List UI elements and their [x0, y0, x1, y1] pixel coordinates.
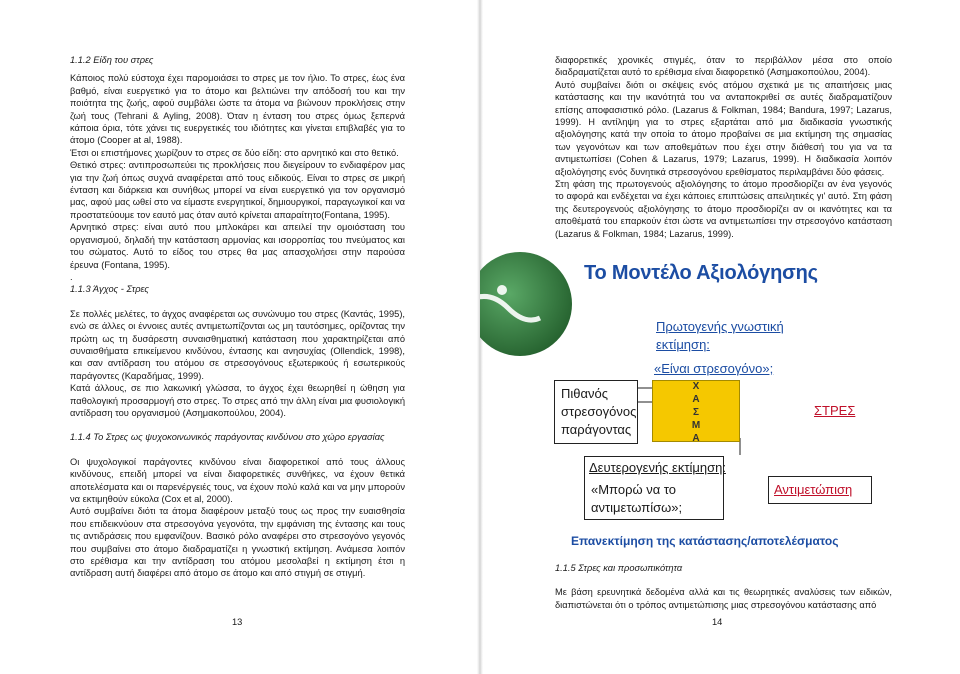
coping-box — [768, 476, 872, 504]
section-heading-1-1-3: 1.1.3 Άγχος - Στρες — [70, 284, 149, 295]
section-heading-1-1-5: 1.1.5 Στρες και προσωπικότητα — [555, 563, 683, 573]
paragraph: Κατά άλλους, σε πιο λακωνική γλώσσα, το άγχος έχει θεωρηθεί η ώθηση για παθολογική προσαρμογή στο στρες. Το στρες από την άλλη είναι μια φυσιολογική αντίδραση του οργανισμού (Ασημακοπούλου, 2004). — [70, 383, 405, 418]
section-heading-1-1-4: 1.1.4 Το Στρες ως ψυχοκοινωνικός παράγοντας κινδύνου στο χώρο εργασίας — [70, 432, 385, 443]
secondary-appraisal-box — [584, 456, 724, 520]
primary-appraisal-question: «Είναι στρεσογόνο»; — [654, 361, 774, 376]
paragraph: Στη φάση της πρωτογενούς αξιολόγησης το άτομο προσδιορίζει αν ένα γεγονός το αφορά και ενδέχεται να έχει κάποιες επιπτώσεις απειλητικές γι' αυτό. Στη φάση της δευτερογενούς αξιολόγησης το άτομο προσδιορίζει αν οι ικανότητες και τα αποθέματά του επαρκούν έτσι ώστε να αντιμετωπίσει την στρεσογόνο κατάσταση (Lazarus & Folkman, 1984; Lazarus, 1999). — [555, 179, 892, 239]
page-number: 14 — [712, 617, 723, 627]
green-circle — [480, 252, 572, 356]
secondary-line2: «Μπορώ να το — [591, 482, 677, 497]
section-heading-1-1-2: 1.1.2 Είδη του στρες — [70, 55, 154, 65]
primary-appraisal-line2: εκτίμηση: — [656, 337, 710, 352]
trigger-box — [554, 380, 638, 444]
paragraph: . — [70, 271, 73, 282]
paragraph: Σε πολλές μελέτες, το άγχος αναφέρεται ως συνώνυμο του στρες (Καντάς, 1995), ενώ σε άλλες οι έννοιες αυτές αντιμετωπίζονται ως μη ταυτόσημες, ορίζοντας την πρώτη ως τη δυσάρεστη συναισθηματική κατάσταση που χαρακτηρίζεται από συναισθήματα επικείμενου κινδύνου, έντασης και ανησυχίας (Ollendick, 1998), και σαν αντίδραση του ατόμου σε στρεσογόνους εξωτερικούς ή εσωτερικούς παράγοντες (Καραδήμας, 1999). — [70, 308, 405, 381]
paragraph: διαφορετικές χρονικές στιγμές, όταν το περιβάλλον μέσα στο οποίο διαδραματίζεται αυτό το ερέθισμα είναι διαφορετικό (Ασημακοπούλου, 2004). — [555, 55, 892, 78]
coping-label: Αντιμετώπιση — [774, 482, 853, 497]
trigger-line3: παράγοντας — [561, 422, 632, 437]
stress-yellow-box — [652, 380, 740, 442]
paragraph: Έτσι οι επιστήμονες χωρίζουν το στρες σε δύο είδη: στο αρνητικό και στο θετικό. — [70, 147, 399, 158]
paragraph: Με βάση ερευνητικά δεδομένα αλλά και τις θεωρητικές αναλύσεις των ειδικών, διαπιστώνεται ότι ο τρόπος αντιμετώπισης μιας στρεσογόνου κατάστασης από — [555, 587, 892, 610]
trigger-line2: στρεσογόνος — [561, 404, 637, 419]
paragraph: Θετικό στρες: αντιπροσωπεύει τις προκλήσεις που διεγείρουν το ενδιαφέρον μας για την ζωή όπως συχνά αναφέρεται από τους ειδικούς. Είναι το στρες σε μικρή ένταση και διάρκεια και συνήθως μπορεί να είναι ευεργετικό για τον οργανισμό μας, αφού μας ωθεί στο να είμαστε ενεργητικοί, δημιουργικοί, παραγωγικοί και να προστατεύουμε τον εαυτό μας όταν αυτό κρίνεται απαραίτητο(Fontana, 1995). — [70, 160, 405, 220]
secondary-line3: αντιμετωπίσω»; — [591, 500, 683, 515]
secondary-line1: Δευτερογενής εκτίμηση: — [589, 460, 726, 475]
circle-dot — [497, 285, 507, 295]
paragraph: Οι ψυχολογικοί παράγοντες κινδύνου είναι διαφορετικοί από τους άλλους κινδύνους, επειδή μπορεί να είναι διαφορετικές συνθήκες, να έχουν θετικά αποτελέσματα και οι παρενέργειές τους, να έχουν πολύ καλά και να μην μπορούν να εκτιμηθούν εύκολα (Cox et al, 2000). — [70, 456, 405, 504]
paragraph: Αυτό συμβαίνει διότι οι σκέψεις ενός ατόμου σχετικά με τις απαιτήσεις μιας κατάστασης και την ικανότητά του να ανταποκριθεί σε αυτές διαδραματίζουν επίσης αποφασιστικό ρόλο. (Lazarus & Folkman, 1984; Bandura, 1997; Lazarus, 1999). Η αντίληψη για το στρες εξαρτάται από μια διαδικασία γνωστικής αξιολόγησης κατά την οποία το άτομο προβαίνει σε μια εκτίμηση της σημασίας των γεγονότων και των αποθεμάτων που έχει στην διάθεσή του για να τα αντιμετωπίσει (Cohen & Lazarus, 1979; Lazarus, 1999). Η διαδικασία λοιπόν αξιολόγησης ενός δυνητικά στρεσογόνου ερεθίσματος περιλαμβάνει δύο φάσεις. — [555, 79, 892, 177]
reappraisal-label: Επανεκτίμηση της κατάστασης/αποτελέσματος — [571, 534, 839, 548]
stress-label: ΣΤΡΕΣ — [814, 403, 856, 418]
paragraph: Αρνητικό στρες: είναι αυτό που μπλοκάρει και απειλεί την ομοιόσταση του οργανισμού, δηλαδή την κατάσταση αρμονίας και ισορροπίας του πνεύματος και του σώματος. Αυτό το είδος του στρες θα μας απασχολήσει στην παρούσα έρευνα (Fontana, 1995). — [70, 222, 405, 270]
left-column — [70, 54, 405, 580]
page-number: 13 — [232, 617, 243, 627]
diagram-title: Το Μοντέλο Αξιολόγησης — [584, 262, 818, 284]
trigger-line1: Πιθανός — [561, 386, 609, 401]
right-column-bottom — [555, 562, 892, 611]
stress-vertical-label: Χ Α Σ Μ Α — [691, 381, 701, 444]
paragraph: Αυτό συμβαίνει διότι τα άτομα διαφέρουν μεταξύ τους ως προς την ευαισθησία που επιδεικνύουν στα στρεσογόνα γεγονότα, την εμφάνιση της έντασης και τους τις αντιδράσεις που εμφανίζουν. Βασικό ρόλο αναφέρει στο στρεσογόνο γεγονός που συμβαίνει στο άτομο διαδραματίζει η γνωστική εκτίμηση. Ανάμεσα λοιπόν στο ερέθισμα και την αντίδραση του ατόμου μεσολαβεί η εκτίμηση έτσι η αντίδραση αυτή διαφέρει από άτομο σε άτομο και από στιγμή σε στιγμή. — [70, 506, 405, 579]
paragraph: Κάποιος πολύ εύστοχα έχει παρομοιάσει το στρες με τον ήλιο. Το στρες, έως ένα βαθμό, είναι ευεργετικό για το άτομο και βελτιώνει την απόδοσή του και την ποιότητα της ζωής, αφού συμβάλει ώστε τα άτομα να βιώνουν προκλήσεις στην ζωή τους (Tehrani & Ayling, 2008). Όταν η ένταση του στρες όμως ξεπερνά κάποια όρια, τότε χάνει τις ευεργετικές του ιδιότητες και γίνεται επιβλαβές για το άτομο (Cooper at al, 1988). — [70, 73, 405, 146]
right-page — [480, 0, 960, 674]
primary-appraisal-line1: Πρωτογενής γνωστική — [656, 319, 784, 334]
